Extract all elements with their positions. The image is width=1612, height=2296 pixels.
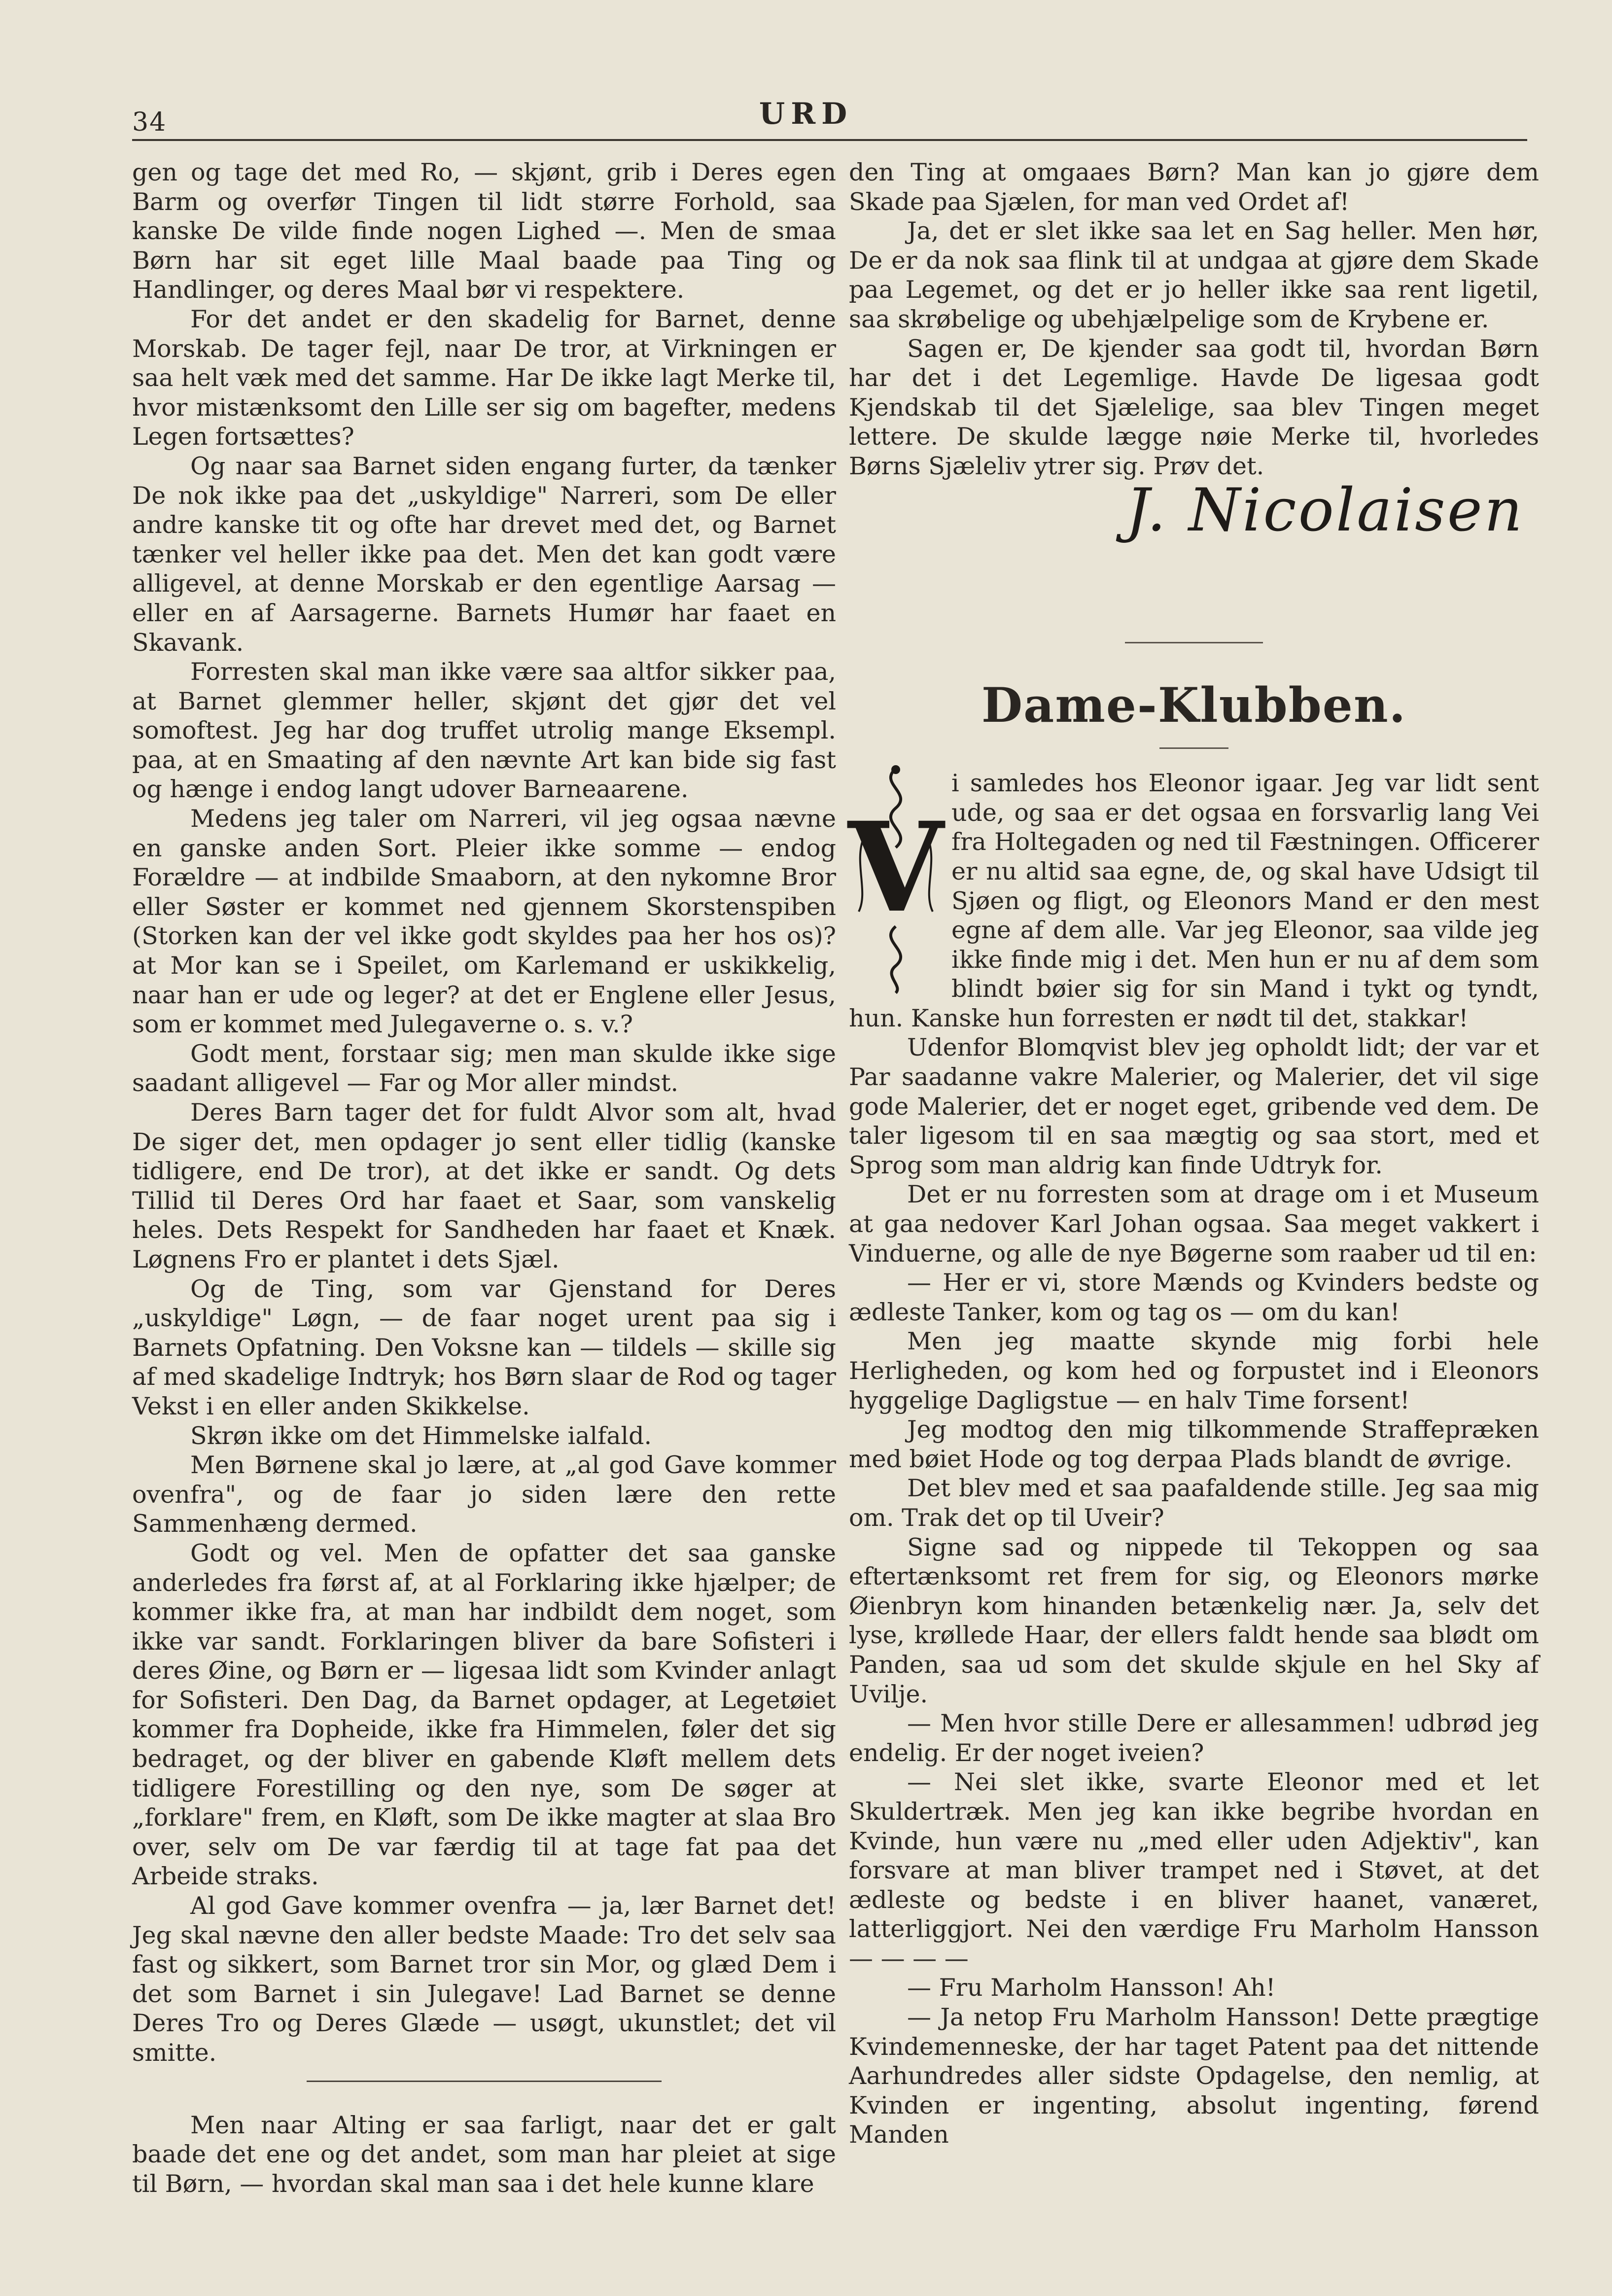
paragraph: — Men hvor stille Dere er allesammen! udbrød jeg endelig. Er der noget iveien? [849, 1709, 1539, 1767]
paragraph: i samledes hos Eleonor igaar. Jeg var lidt sent ude, og saa er det ogsaa en forsvarlig lang Vei fra Holtegaden og ned til Fæstningen. Officerer er nu altid saa egne, de, og skal have Udsigt til Sjøen og fligt, og Eleonors Mand er den mest egne af dem alle. Var jeg Eleonor, saa vilde jeg ikke finde mig i det. Men hun er nu af dem som blindt bøier sig for sin Mand i tykt og tyndt, hun. Kanske hun forresten er nødt til det, stakkar! [849, 769, 1539, 1032]
signature-block [849, 476, 1539, 614]
paragraph: den Ting at omgaaes Børn? Man kan jo gjøre dem Skade paa Sjælen, for man ved Ordet af! [849, 158, 1539, 216]
title-underline [1159, 747, 1228, 749]
paragraph: Signe sad og nippede til Tekoppen og saa eftertænksomt ret frem for sig, og Eleonors mørke Øienbryn kom hinanden betænkelig nær. Ja, selv det lyse, krøllede Haar, der ellers faldt hende saa blødt om Panden, saa ud som det skulde skjule en hel Sky af Uvilje. [849, 1533, 1539, 1708]
paragraph: Og naar saa Barnet siden engang furter, da tænker De nok ikke paa det „uskyldige" Narreri, som De eller andre kanske tit og ofte har drevet med det, og Barnet tænker vel heller ikke paa det. Men det kan godt være alligevel, at denne Morskab er den egentlige Aarsag — eller en af Aarsagerne. Barnets Humør har faaet en Skavank. [132, 452, 836, 657]
paragraph: Og de Ting, som var Gjenstand for Deres „uskyldige" Løgn, — de faar noget urent paa sig i Barnets Opfatning. Den Voksne kan — tildels — skille sig af med skadelige Indtryk; hos Børn slaar de Rod og tager Vekst i en eller anden Skikkelse. [132, 1274, 836, 1420]
header-rule [132, 139, 1527, 141]
paragraph: Godt og vel. Men de opfatter det saa ganske anderledes fra først af, at al Forklaring ikke hjælper; de kommer ikke fra, at man har indbildt dem noget, som ikke var sandt. Forklaringen bliver da bare Sofisteri i deres Øine, og Børn er — ligesaa lidt som Kvinder anlagt for Sofisteri. Den Dag, da Barnet opdager, at Legetøiet kommer fra Dopheide, ikke fra Himmelen, føler det sig bedraget, og der bliver en gabende Kløft mellem dets tidligere Forestilling og den nye, som De søger at „forklare" frem, en Kløft, som De ikke magter at slaa Bro over, selv om De var færdig til at tage fat paa det Arbeide straks. [132, 1539, 836, 1891]
article-title: Dame-Klubben. [981, 677, 1407, 733]
paragraph: Det blev med et saa paafaldende stille. Jeg saa mig om. Trak det op til Uveir? [849, 1474, 1539, 1532]
paragraph: — Fru Marholm Hansson! Ah! [907, 1974, 1276, 2002]
paragraph: Men naar Alting er saa farligt, naar det er galt baade det ene og det andet, som man har pleiet at sige til Børn, — hvordan skal man saa i det hele kunne klare [132, 2111, 836, 2198]
paragraph: Men Børnene skal jo lære, at „al god Gave kommer ovenfra", og de faar jo siden lære den rette Sammenhæng dermed. [132, 1451, 836, 1538]
paragraph: For det andet er den skadelig for Barnet, denne Morskab. De tager fejl, naar De tror, at Virkningen er saa helt væk med det samme. Har De ikke lagt Merke til, hvor mistænksomt den Lille ser sig om bagefter, medens Legen fortsættes? [132, 305, 836, 451]
right-column [849, 158, 1539, 2150]
paragraph: Jeg modtog den mig tilkommende Straffepræken med bøiet Hode og tog derpaa Plads blandt de øvrige. [849, 1415, 1539, 1473]
author-signature: J. Nicolaisen [1125, 476, 1524, 545]
paragraph: — Her er vi, store Mænds og Kvinders bedste og ædleste Tanker, kom og tag os — om du kan! [849, 1269, 1539, 1326]
paragraph: Skrøn ikke om det Himmelske ialfald. [190, 1421, 652, 1450]
page-number: 34 [132, 107, 167, 137]
drop-cap-letter: V [848, 795, 944, 940]
paragraph: — Ja netop Fru Marholm Hansson! Dette prægtige Kvindemenneske, der har taget Patent paa det nittende Aarhundredes aller sidste Opdagelse, den nemlig, at Kvinden er ingenting, absolut ingenting, førend Manden [849, 2003, 1539, 2149]
paragraph: Sagen er, De kjender saa godt til, hvordan Børn har det i det Legemlige. Havde De ligesaa godt Kjendskab til det Sjælelige, saa blev Tingen meget lettere. De skulde lægge nøie Merke til, hvorledes Børns Sjæleliv ytrer sig. Prøv det. [849, 334, 1539, 480]
paragraph: — Nei slet ikke, svarte Eleonor med et let Skuldertræk. Men jeg kan ikke begribe hvordan en Kvinde, hun være nu „med eller uden Adjektiv", kan forsvare at man bliver trampet ned i Støvet, at det ædleste og bedste i en bliver haanet, vanæret, latterliggjort. Nei den værdige Fru Marholm Hansson — — — — [849, 1768, 1539, 1973]
article-divider [1125, 642, 1263, 643]
paragraph: Men jeg maatte skynde mig forbi hele Herligheden, og kom hed og forpustet ind i Eleonors hyggelige Dagligstue — en halv Time forsent! [849, 1327, 1539, 1414]
left-column [132, 158, 836, 2198]
paragraph: Ja, det er slet ikke saa let en Sag heller. Men hør, De er da nok saa flink til at undgaa at gjøre dem Skade paa Legemet, og det er jo heller ikke saa rent ligetil, saa skrøbelige og ubehjælpelige som de Krybene er. [849, 217, 1539, 333]
paragraph: gen og tage det med Ro, — skjønt, grib i Deres egen Barm og overfør Tingen til lidt større Forhold, saa kanske De vilde finde nogen Lighed —. Men de smaa Børn har sit eget lille Maal baade paa Ting og Handlinger, og deres Maal bør vi respektere. [132, 158, 836, 304]
paragraph: Al god Gave kommer ovenfra — ja, lær Barnet det! Jeg skal nævne den aller bedste Maade: Tro det selv saa fast og sikkert, som Barnet tror sin Mor, og glæd Dem i det som Barnet i sin Julegave! Lad Barnet se denne Deres Tro og Deres Glæde — usøgt, ukunstlet; det vil smitte. [132, 1892, 836, 2067]
opening-paragraph [849, 769, 1539, 1033]
paragraph: Forresten skal man ikke være saa altfor sikker paa, at Barnet glemmer heller, skjønt det gjør det vel somoftest. Jeg har dog truffet utrolig mange Eksempl. paa, at en Smaating af den nævnte Art kan bide sig fast og hænge i endog langt udover Barneaarene. [132, 658, 836, 804]
paragraph: Godt ment, forstaar sig; men man skulde ikke sige saadant alligevel — Far og Mor aller mindst. [132, 1039, 836, 1097]
paragraph: Udenfor Blomqvist blev jeg opholdt lidt; der var et Par saadanne vakre Malerier, og Malerier, det vil sige gode Malerier, det er noget eget, gribende ved dem. De taler ligesom til en saa mægtig og saa stort, med et Sprog som man aldrig kan finde Udtryk for. [849, 1033, 1539, 1179]
drop-cap-ornament [849, 764, 943, 995]
paragraph: Det er nu forresten som at drage om i et Museum at gaa nedover Karl Johan ogsaa. Saa meget vakkert i Vinduerne, og alle de nye Bøgerne som raaber ud til en: [849, 1180, 1539, 1268]
section-divider [307, 2081, 662, 2082]
paragraph: Medens jeg taler om Narreri, vil jeg ogsaa nævne en ganske anden Sort. Pleier ikke somme — endog Forældre — at indbilde Smaaborn, at den nykomne Bror eller Søster er kommet ned gjennem Skorstenspiben (Storken kan der vel ikke godt skyldes paa her hos os)? at Mor kan se i Speilet, om Karlemand er uskikkelig, naar han er ude og leger? at det er Englene eller Jesus, som er kommet med Julegaverne o. s. v.? [132, 805, 836, 1039]
paragraph: Deres Barn tager det for fuldt Alvor som alt, hvad De siger det, men opdager jo sent eller tidlig (kanske tidligere, end De tror), at det ikke er sandt. Og dets Tillid til Deres Ord har faaet et Saar, som vanskelig heles. Dets Respekt for Sandheden har faaet et Knæk. Løgnens Fro er plantet i dets Sjæl. [132, 1098, 836, 1273]
running-title: URD [759, 97, 853, 131]
